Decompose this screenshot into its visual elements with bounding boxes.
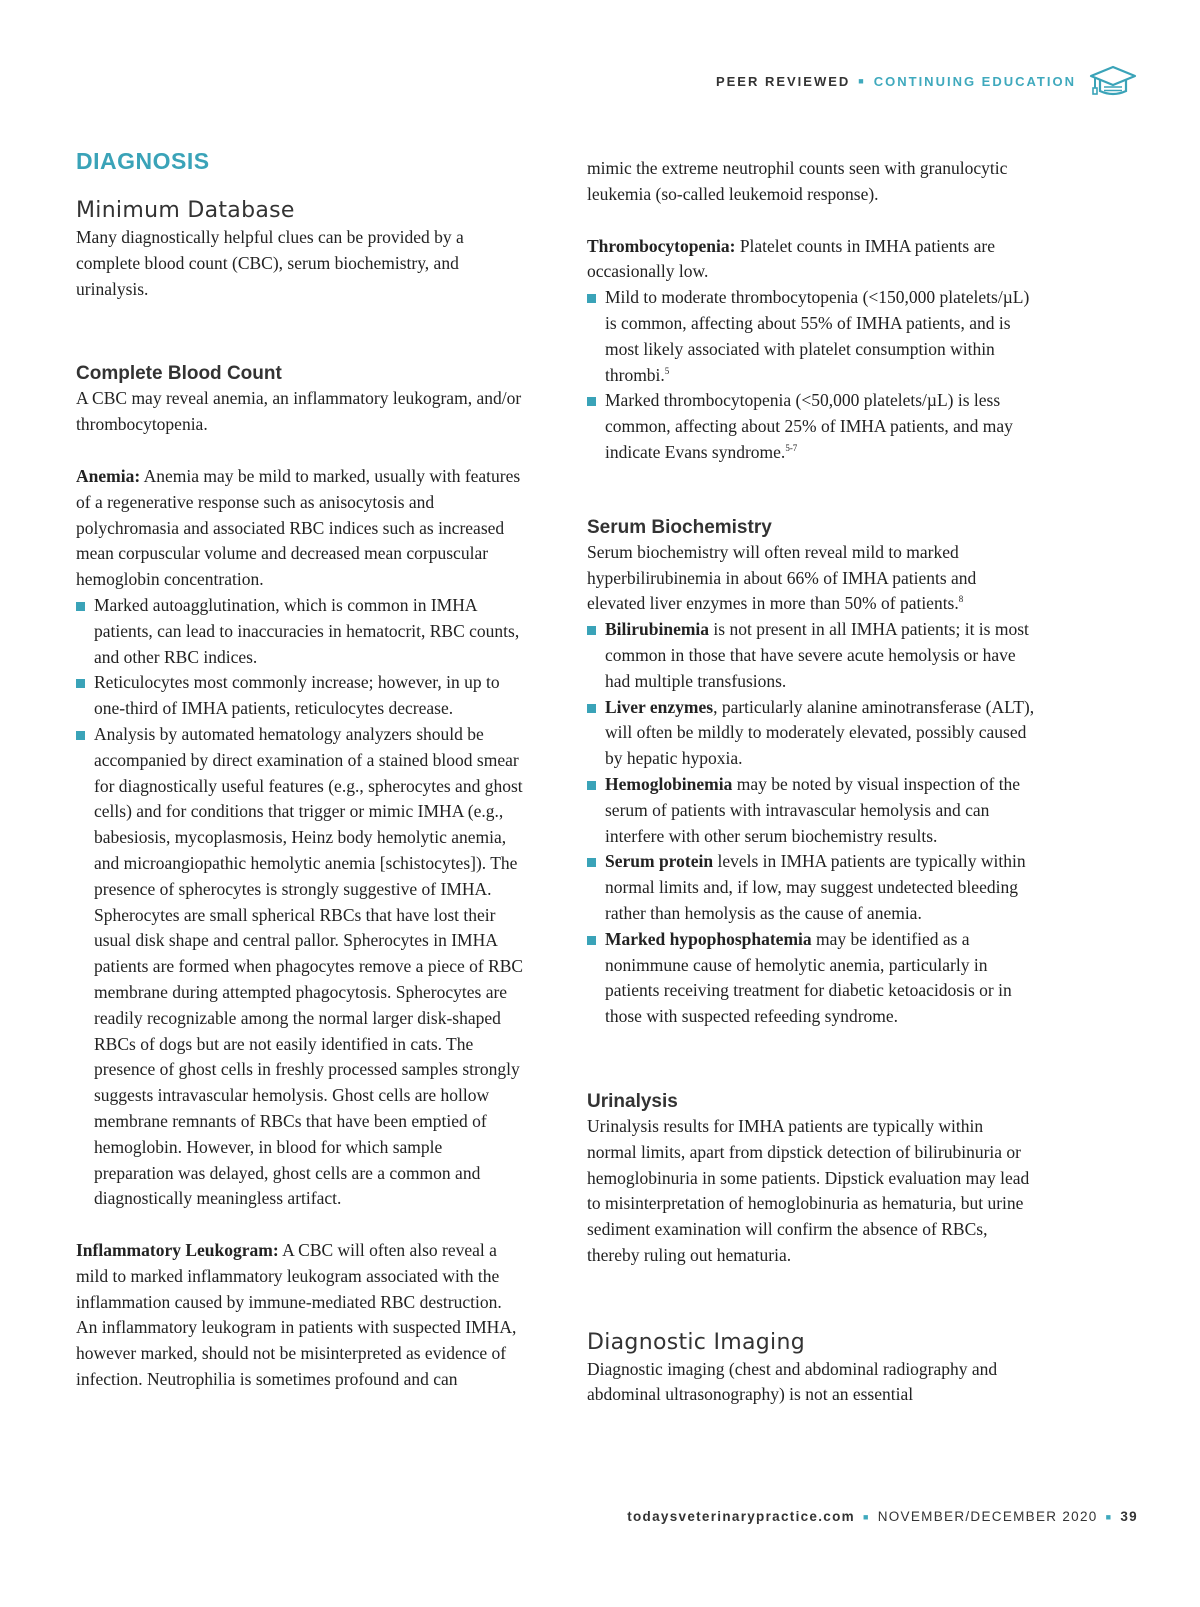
continuing-education-label: CONTINUING EDUCATION — [873, 73, 1076, 89]
bullet-square-icon — [587, 704, 596, 713]
footer-separator: ■ — [1105, 1511, 1113, 1522]
urinalysis-heading: Urinalysis — [587, 1090, 678, 1112]
issue-date: NOVEMBER/DECEMBER 2020 — [877, 1509, 1098, 1524]
leukogram-text: A CBC will often also reveal a mild to marked inflammatory leukogram associated with the inflammation caused by immune-mediated RBC destruction. An inflammatory leukogram in patients with suspected IMHA, however marked, should not be misinterpreted as evidence of infection. Neutrophilia is sometimes profound and can — [76, 1240, 517, 1390]
header-separator: ■ — [858, 76, 866, 86]
list-item: Reticulocytes most commonly increase; however, in up to one-third of IMHA patients, reticulocytes decrease. — [76, 670, 526, 722]
list-item: Mild to moderate thrombocytopenia (<150,000 platelets/µL) is common, affecting about 55% of IMHA patients, and is most likely associated with platelet consumption within thrombi.$^5$ — [587, 285, 1037, 388]
page-number: 39 — [1120, 1509, 1138, 1524]
serum-biochemistry-heading: Serum Biochemistry — [587, 516, 772, 538]
list-item: Serum protein levels in IMHA patients are typically within normal limits and, if low, may suggest undetected bleeding rather than hemolysis as the cause of anemia. — [587, 849, 1037, 926]
right-column — [587, 156, 1037, 1408]
bullet-square-icon — [587, 626, 596, 635]
minimum-database-text: Many diagnostically helpful clues can be provided by a complete blood count (CBC), serum biochemistry, and urinalysis. — [76, 227, 464, 299]
anemia-text: Anemia may be mild to marked, usually with features of a regenerative response such as anisocytosis and polychromasia and associated RBC indices such as increased mean corpuscular volume and decreased mean corpuscular hemoglobin concentration. — [76, 465, 521, 590]
graduation-cap-icon — [1088, 64, 1138, 98]
list-item: Analysis by automated hematology analyzers should be accompanied by direct examination of a stained blood smear for diagnostically useful features (e.g., spherocytes and ghost cells) and for conditions that trigger or mimic IMHA (e.g., babesiosis, mycoplasmosis, Heinz body hemolytic anemia, and microangiopathic hemolytic anemia [schistocytes]). The presence of spherocytes is strongly suggestive of IMHA. Spherocytes are small spherical RBCs that have lost their usual disk shape and central pallor. Spherocytes in IMHA patients are formed when phagocytes remove a piece of RBC membrane during attempted phagocytosis. Spherocytes are readily recognizable among the normal larger disk-shaped RBCs of dogs but are not easily identified in cats. The presence of ghost cells in freshly processed samples strongly suggests intravascular hemolysis. Ghost cells are hollow membrane remnants of RBCs that have been emptied of hemoglobin. However, in blood for which sample preparation was delayed, ghost cells are a common and diagnostically meaningless artifact. — [76, 722, 526, 1212]
list-item: Hemoglobinemia may be noted by visual inspection of the serum of patients with intravascular hemolysis and can interfere with other serum biochemistry results. — [587, 772, 1037, 849]
bullet-square-icon — [76, 602, 85, 611]
leukogram-label: Inflammatory Leukogram: — [76, 1240, 279, 1261]
continuation-text: mimic the extreme neutrophil counts seen with granulocytic leukemia (so-called leukemoid response). — [587, 158, 1008, 204]
peer-reviewed-label: PEER REVIEWED — [715, 73, 851, 89]
serum-bullet-list — [587, 617, 1037, 1030]
section-title-diagnosis: DIAGNOSIS — [76, 148, 210, 174]
list-item: Marked thrombocytopenia (<50,000 platelets/µL) is less common, affecting about 25% of IMHA patients, and may indicate Evans syndrome.$^{5-7}$ — [587, 388, 1037, 465]
bullet-square-icon — [587, 936, 596, 945]
bullet-square-icon — [587, 397, 596, 406]
cbc-text: A CBC may reveal anemia, an inflammatory leukogram, and/or thrombocytopenia. — [76, 388, 522, 435]
thrombocytopenia-bullet-list — [587, 285, 1037, 466]
page-header — [716, 64, 1138, 98]
bullet-square-icon — [76, 731, 85, 740]
bullet-square-icon — [587, 294, 596, 303]
reference-superscript: 8 — [958, 594, 964, 605]
diagnostic-imaging-text: Diagnostic imaging (chest and abdominal radiography and abdominal ultrasonography) is not an essential — [587, 1358, 998, 1405]
thrombocytopenia-paragraph — [587, 234, 1037, 286]
bullet-square-icon — [587, 781, 596, 790]
list-item: Marked autoagglutination, which is common in IMHA patients, can lead to inaccuracies in hematocrit, RBC counts, and other RBC indices. — [76, 593, 526, 670]
anemia-paragraph — [76, 464, 526, 593]
page-footer — [627, 1509, 1138, 1524]
thrombocytopenia-label: Thrombocytopenia: — [587, 235, 736, 256]
footer-separator: ■ — [862, 1511, 870, 1522]
urinalysis-text: Urinalysis results for IMHA patients are typically within normal limits, apart from dipstick detection of bilirubinuria or hemoglobinuria in some patients. Dipstick evaluation may lead to misinterpretation of hemoglobinuria as hematuria, but urine sediment examination will confirm the absence of RBCs, thereby ruling out hematuria. — [587, 1115, 1030, 1265]
bullet-square-icon — [587, 858, 596, 867]
leukogram-paragraph — [76, 1238, 526, 1393]
diagnostic-imaging-heading: Diagnostic Imaging — [587, 1329, 805, 1355]
reference-superscript: 5-7 — [785, 443, 798, 454]
list-item: Marked hypophosphatemia may be identified as a nonimmune cause of hemolytic anemia, particularly in patients receiving treatment for diabetic ketoacidosis or in those with suspected refeeding syndrome. — [587, 927, 1037, 1030]
anemia-label: Anemia: — [76, 465, 141, 486]
thrombocytopenia-text: Platelet counts in IMHA patients are occasionally low. — [587, 235, 995, 282]
list-item: Bilirubinemia is not present in all IMHA patients; it is most common in those that have severe acute hemolysis or have had multiple transfusions. — [587, 617, 1037, 694]
cbc-heading: Complete Blood Count — [76, 363, 282, 385]
serum-biochemistry-text: Serum biochemistry will often reveal mild to marked hyperbilirubinemia in about 66% of IMHA patients and elevated liver enzymes in more than 50% of patients.$^8$ — [587, 541, 977, 614]
left-column — [76, 148, 526, 1393]
list-item: Liver enzymes, particularly alanine aminotransferase (ALT), will often be mildly to moderately elevated, possibly caused by hepatic hypoxia. — [587, 695, 1037, 772]
minimum-database-heading: Minimum Database — [76, 198, 295, 223]
bullet-square-icon — [76, 679, 85, 688]
reference-superscript: 5 — [664, 365, 670, 376]
website-link[interactable]: todaysveterinarypractice.com — [627, 1509, 855, 1524]
anemia-bullet-list — [76, 593, 526, 1212]
